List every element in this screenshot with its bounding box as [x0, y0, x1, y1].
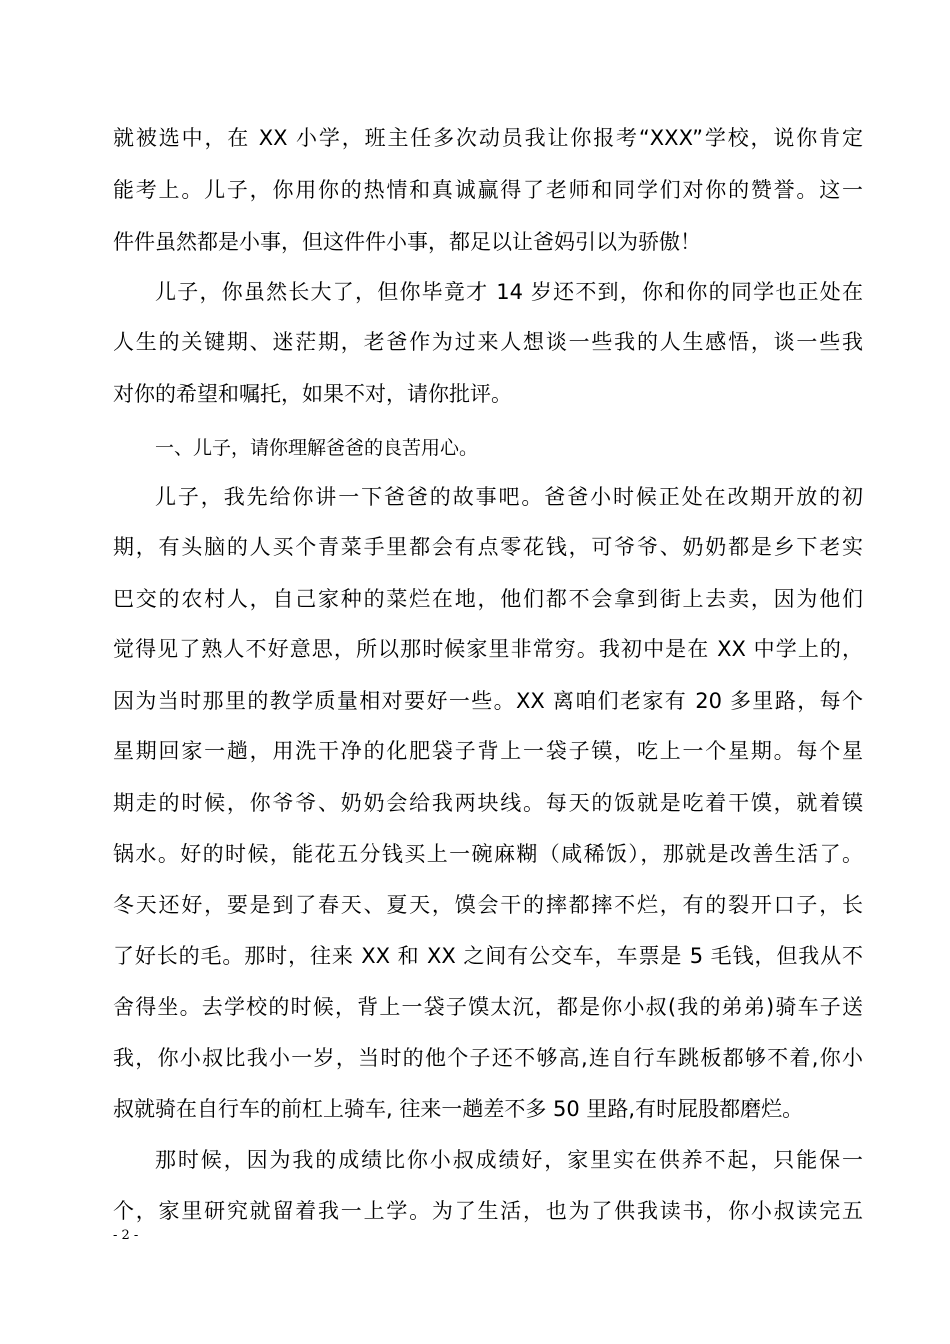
text-line: 期，有头脑的人买个青菜手里都会有点零花钱，可爷爷、奶奶都是乡下老实: [113, 535, 863, 559]
text-line: 能考上。儿子，你用你的热情和真诚赢得了老师和同学们对你的赞誉。这一: [113, 178, 863, 202]
text-line: 舍得坐。去学校的时候，背上一袋子馍太沉，都是你小叔(我的弟弟)骑车子送: [113, 995, 863, 1019]
text-line: 人生的关键期、迷茫期，老爸作为过来人想谈一些我的人生感悟，谈一些我: [113, 330, 863, 354]
text-line: 个，家里研究就留着我一上学。为了生活，也为了供我读书，你小叔读完五: [113, 1199, 863, 1223]
page-number: - 2 -: [113, 1228, 139, 1243]
text-line: 冬天还好，要是到了春天、夏天，馍会干的摔都摔不烂，有的裂开口子，长: [113, 893, 863, 917]
text-line: 对你的希望和嘱托，如果不对，请你批评。: [113, 382, 512, 406]
text-line: 觉得见了熟人不好意思，所以那时候家里非常穷。我初中是在 XX 中学上的，: [113, 637, 863, 661]
text-line: 期走的时候，你爷爷、奶奶会给我两块线。每天的饭就是吃着干馍，就着镆: [113, 791, 863, 815]
text-line: 巴交的农村人，自己家种的菜烂在地，他们都不会拿到街上去卖，因为他们: [113, 587, 863, 611]
paragraph-first-line: 儿子，我先给你讲一下爸爸的故事吧。爸爸小时候正处在改期开放的初: [155, 485, 863, 509]
text-line: 件件虽然都是小事，但这件件小事，都足以让爸妈引以为骄傲！: [113, 230, 701, 254]
text-line: 我，你小叔比我小一岁，当时的他个子还不够高,连自行车跳板都够不着,你小: [113, 1046, 863, 1070]
section-heading: 一、儿子，请你理解爸爸的良苦用心。: [155, 437, 479, 459]
text-line: 锅水。好的时候，能花五分钱买上一碗麻糊（咸稀饭），那就是改善生活了。: [113, 842, 863, 866]
paragraph-first-line: 儿子，你虽然长大了，但你毕竟才 14 岁还不到，你和你的同学也正处在: [155, 280, 863, 304]
text-line: 就被选中，在 XX 小学，班主任多次动员我让你报考“XXX”学校，说你肯定: [113, 126, 863, 150]
paragraph-first-line: 那时候，因为我的成绩比你小叔成绩好，家里实在供养不起，只能保一: [155, 1148, 863, 1172]
text-line: 了好长的毛。那时，往来 XX 和 XX 之间有公交车，车票是 5 毛钱，但我从不: [113, 944, 863, 968]
text-line: 叔就骑在自行车的前杠上骑车, 往来一趟差不多 50 里路,有时屁股都磨烂。: [113, 1097, 804, 1121]
text-line: 星期回家一趟，用洗干净的化肥袋子背上一袋子镆，吃上一个星期。每个星: [113, 739, 863, 763]
text-line: 因为当时那里的教学质量相对要好一些。XX 离咱们老家有 20 多里路，每个: [113, 689, 863, 713]
